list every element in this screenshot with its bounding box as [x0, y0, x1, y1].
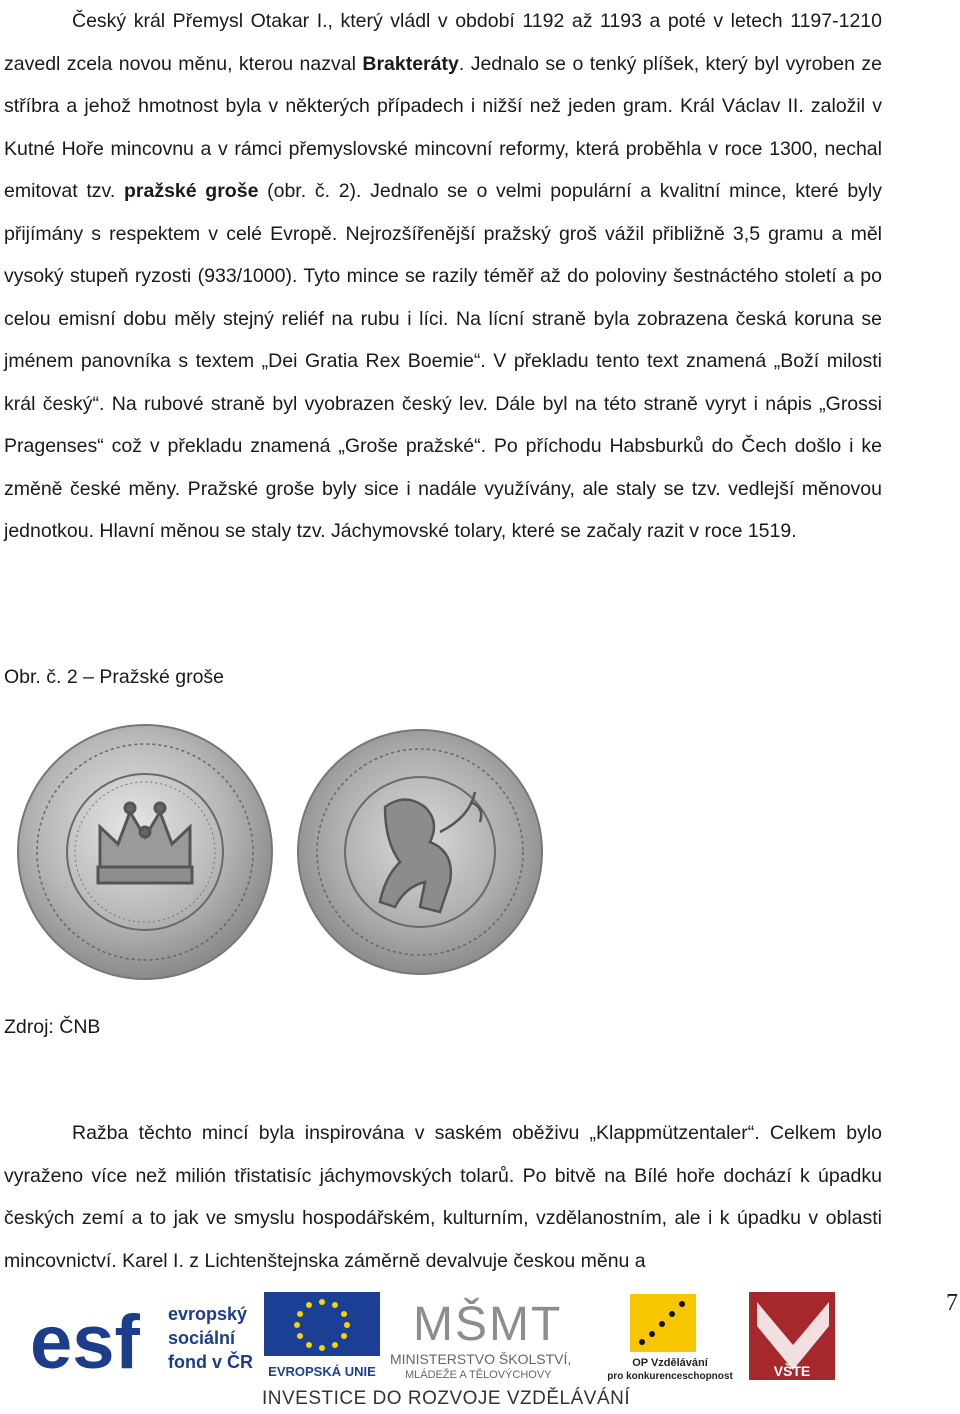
msmt-line1: MINISTERSTVO ŠKOLSTVÍ,	[390, 1351, 572, 1367]
msmt-mark: MŠMT	[413, 1298, 563, 1351]
term-brakteraty: Brakteráty	[362, 52, 459, 75]
coin-obverse	[18, 725, 272, 979]
coins-image	[0, 712, 560, 1012]
opvk-logo	[600, 1290, 740, 1382]
paragraph-thaler-history	[4, 1112, 882, 1282]
vste-label: VŠTE	[773, 1363, 811, 1379]
esf-line3: fond v ČR	[168, 1352, 253, 1372]
coin-reverse	[298, 730, 542, 974]
vste-logo	[745, 1290, 840, 1390]
paragraph1-text-a: Český král Přemysl Otakar I., který vládl v období 1192 až 1193 a poté v letech 1197-1210 zavedl zcela novou měnu, kterou nazval	[4, 10, 882, 75]
figure-source: Zdroj: ČNB	[4, 1016, 101, 1038]
opvk-line1: OP Vzdělávání	[632, 1357, 708, 1369]
eu-flag-logo	[262, 1290, 382, 1382]
esf-line2: sociální	[168, 1328, 236, 1348]
msmt-line2: MLÁDEŽE A TĚLOVÝCHOVY	[405, 1369, 552, 1381]
esf-mark: esf	[30, 1300, 140, 1382]
footer-tagline: INVESTICE DO ROZVOJE VZDĚLÁVÁNÍ	[262, 1388, 631, 1409]
figure-caption: Obr. č. 2 – Pražské groše	[4, 666, 225, 688]
paragraph1-text-b: . Jednalo se o tenký plíšek, který byl vyroben ze stříbra a jehož hmotnost byla v některých případech i nižší než jeden gram. Král Václav II. založil v Kutné Hoře mincovnu a v rámci přemyslovské mincovní reformy, která proběhla v roce 1300, nechal emitovat tzv.	[4, 52, 882, 202]
paragraph-currency-history	[4, 0, 882, 553]
paragraph2-text: Ražba těchto mincí byla inspirována v saském oběživu „Klappmützentaler“. Celkem bylo vyraženo více než milión třistatisíc jáchymovských tolarů. Po bitvě na Bílé hoře dochází k úpadku českých zemí a to jak ve smyslu hospodářském, kulturním, vzdělanostním, ale i k úpadku v oblasti mincovnictví. Karel I. z Lichtenštejnska záměrně devalvuje českou měnu a	[4, 1122, 882, 1272]
term-prazske-grose: pražské groše	[123, 180, 259, 202]
eu-label: EVROPSKÁ UNIE	[268, 1364, 376, 1379]
paragraph1-text-c: (obr. č. 2). Jednalo se o velmi populární a kvalitní mince, které byly přijímány s respektem v celé Evropě. Nejrozšířenější pražský groš vážil přibližně 3,5 gramu a měl vysoký stupeň ryzosti (933/1000). Tyto mince se razily téměř až do poloviny šestnáctého století a po celou emisní dobu měly stejný reliéf na rubu i líci. Na lícní straně byla zobrazena česká koruna se jménem panovníka s textem „Dei Gratia Rex Boemie“. V překladu tento text znamená „Boží milosti král český“. Na rubové straně byl vyobrazen český lev. Dále byl na této straně vyryt i nápis „Grossi Pragenses“ což v překladu znamená „Groše pražské“. Po příchodu Habsburků do Čech došlo i ke změně české měny. Pražské groše byly sice i nadále využívány, ale staly se tzv. vedlejší měnovou jednotkou. Hlavní měnou se staly tzv. Jáchymovské tolary, které se začaly razit v roce 1519.	[4, 180, 882, 542]
opvk-line2: pro konkurenceschopnost	[607, 1371, 733, 1382]
page-number: 7	[946, 1290, 958, 1316]
esf-line1: evropský	[168, 1304, 248, 1324]
msmt-logo	[385, 1290, 600, 1382]
esf-logo	[28, 1290, 258, 1382]
